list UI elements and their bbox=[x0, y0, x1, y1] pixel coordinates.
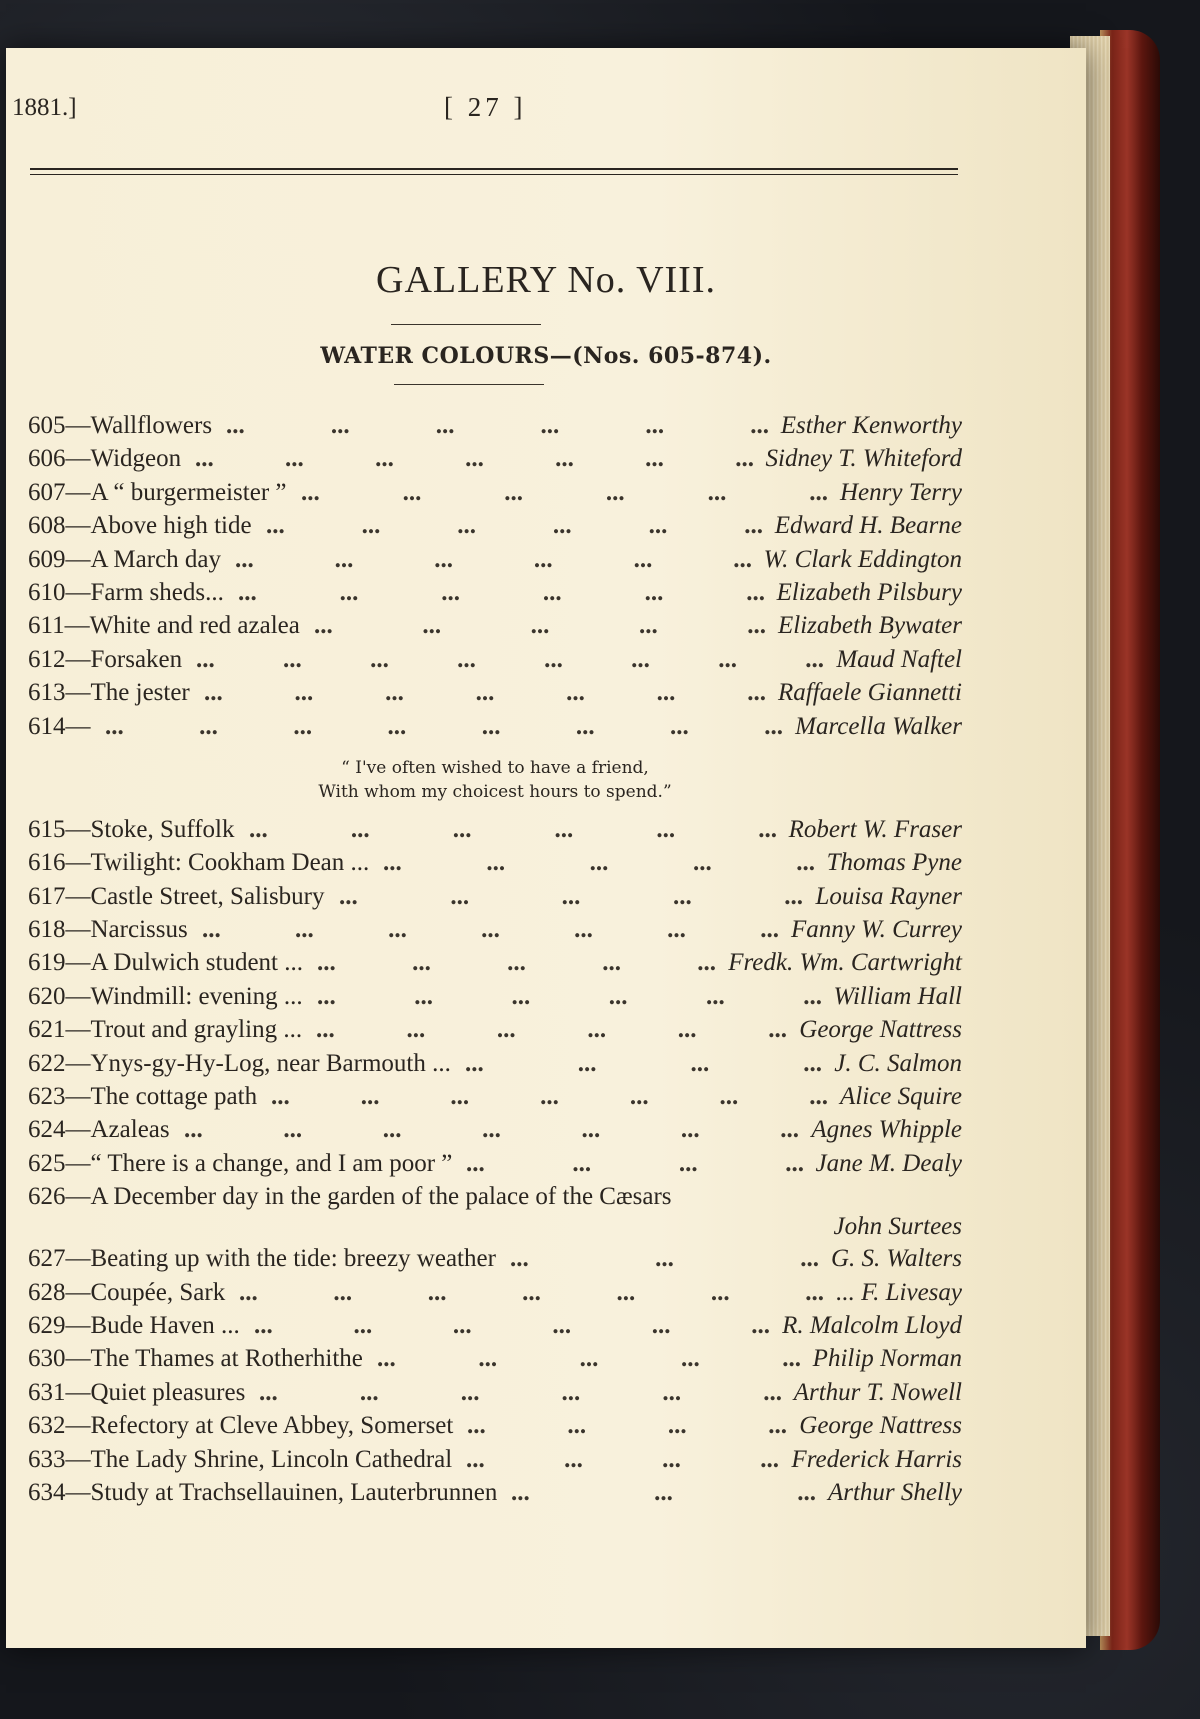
entry-artist: Jane M. Dealy bbox=[815, 1149, 962, 1177]
entry-artist: Esther Kenworthy bbox=[780, 412, 962, 439]
entry-title: 616—Twilight: Cookham Dean ... bbox=[28, 849, 370, 877]
entry-artist: ... F. Livesay bbox=[836, 1278, 962, 1306]
entry-title: 610—Farm sheds... bbox=[28, 578, 224, 606]
leader-dots: ... ... ... ... ... ... bbox=[249, 815, 777, 843]
leader-dots: ... ... ... ... ... ... ... bbox=[195, 445, 754, 473]
leader-dots: ... ... ... ... ... ... bbox=[317, 982, 822, 1010]
entry-title: 609—A March day bbox=[28, 545, 222, 573]
leader-dots: ... ... ... ... ... bbox=[317, 949, 716, 977]
gallery-title: GALLERY No. VIII. bbox=[376, 259, 716, 301]
catalogue-entry bbox=[28, 445, 962, 478]
catalogue-entry bbox=[28, 1479, 962, 1512]
entry-artist: Alice Squire bbox=[840, 1083, 962, 1111]
leader-dots: ... ... ... bbox=[511, 1478, 816, 1506]
header-rule bbox=[30, 168, 958, 175]
entry-title: 619—A Dulwich student ... bbox=[28, 949, 303, 977]
entry-artist: Frederick Harris bbox=[791, 1445, 962, 1473]
entry-artist: William Hall bbox=[833, 982, 962, 1010]
entry-title: 626—A December day in the garden of the palace of the Cæsars bbox=[28, 1183, 672, 1211]
entry-artist: George Nattress bbox=[799, 1412, 962, 1440]
leader-dots: ... ... ... ... ... bbox=[314, 612, 766, 640]
catalogue-entry bbox=[28, 1379, 962, 1412]
leader-dots: ... ... ... ... ... ... bbox=[266, 512, 763, 540]
leader-dots: ... ... ... ... ... bbox=[339, 882, 803, 910]
entry-title: 631—Quiet pleasures bbox=[28, 1378, 246, 1406]
entry-artist: Fanny W. Currey bbox=[790, 916, 962, 944]
leader-dots: ... ... ... ... ... ... bbox=[235, 545, 752, 573]
catalogue-entry bbox=[28, 512, 962, 545]
catalogue-entry bbox=[28, 546, 962, 579]
catalogue-entry bbox=[28, 816, 962, 849]
entry-artist: G. S. Walters bbox=[830, 1245, 962, 1273]
catalogue-entry bbox=[28, 579, 962, 612]
entry-artist: John Surtees bbox=[833, 1213, 962, 1241]
page-number: [ 27 ] bbox=[444, 92, 527, 122]
entry-artist: Edward H. Bearne bbox=[774, 512, 962, 540]
catalogue-entry bbox=[28, 949, 962, 982]
entry-title: 615—Stoke, Suffolk bbox=[28, 815, 235, 843]
leader-dots: ... ... ... ... ... ... ... ... bbox=[196, 645, 824, 673]
entry-artist: Arthur T. Nowell bbox=[793, 1378, 962, 1406]
quote-line: With whom my choicest hours to spend.” bbox=[318, 781, 672, 802]
entry-group-b bbox=[28, 816, 962, 1512]
leader-dots: ... ... ... ... ... ... ... bbox=[271, 1083, 828, 1111]
catalogue-entry bbox=[28, 412, 962, 445]
entry-title: 617—Castle Street, Salisbury bbox=[28, 882, 325, 910]
quote-line: “ I've often wished to have a friend, bbox=[341, 757, 649, 778]
entry-title: 613—The jester bbox=[28, 679, 190, 707]
entry-title: 620—Windmill: evening ... bbox=[28, 982, 303, 1010]
entry-artist: Thomas Pyne bbox=[826, 849, 962, 877]
entry-title: 618—Narcissus bbox=[28, 916, 188, 944]
entry-artist: Sidney T. Whiteford bbox=[765, 445, 962, 473]
catalogue-entry bbox=[28, 1312, 962, 1345]
catalogue-entry bbox=[28, 1016, 962, 1049]
leader-dots: ... ... ... ... ... ... ... bbox=[239, 1278, 824, 1306]
leader-dots: ... ... ... ... ... bbox=[377, 1345, 801, 1373]
leader-dots: ... ... ... ... ... ... ... bbox=[204, 679, 766, 707]
entry-title: 621—Trout and grayling ... bbox=[28, 1016, 303, 1044]
leader-dots: ... ... ... ... ... bbox=[383, 849, 815, 877]
leader-dots: ... ... ... ... bbox=[465, 1049, 822, 1077]
leader-dots: ... ... ... bbox=[510, 1245, 819, 1273]
entry-title: 611—White and red azalea bbox=[28, 612, 300, 640]
catalogue-entry bbox=[28, 1412, 962, 1445]
entry-group-a bbox=[28, 412, 962, 746]
catalogue-entry bbox=[28, 1279, 962, 1312]
leader-dots: ... ... ... ... bbox=[466, 1445, 779, 1473]
leader-dots: ... ... ... ... ... ... bbox=[254, 1311, 770, 1339]
entry-artist: Philip Norman bbox=[812, 1345, 962, 1373]
catalogue-entry bbox=[28, 679, 962, 712]
catalogue-entry bbox=[28, 713, 962, 746]
catalogue-entry bbox=[28, 479, 962, 512]
entry-title: 627—Beating up with the tide: breezy weather bbox=[28, 1245, 496, 1273]
section-title: WATER COLOURS—(Nos. 605-874). bbox=[320, 343, 772, 369]
catalogue-entry bbox=[28, 612, 962, 645]
entry-artist: Marcella Walker bbox=[795, 712, 962, 740]
entry-artist: J. C. Salmon bbox=[834, 1049, 962, 1077]
leader-dots: ... ... ... ... ... ... bbox=[301, 478, 828, 506]
leader-dots: ... ... ... ... bbox=[467, 1412, 787, 1440]
catalogue-entry bbox=[28, 1116, 962, 1149]
entry-title: 624—Azaleas bbox=[28, 1116, 170, 1144]
entry-title: 612—Forsaken bbox=[28, 645, 183, 673]
entry-list bbox=[28, 412, 962, 1512]
entry-artist: Maud Naftel bbox=[836, 645, 962, 673]
entry-title: 623—The cottage path bbox=[28, 1083, 258, 1111]
entry-artist: R. Malcolm Lloyd bbox=[782, 1311, 962, 1339]
catalogue-entry bbox=[28, 646, 962, 679]
title-divider bbox=[391, 324, 541, 325]
leader-dots: ... ... ... ... ... ... ... bbox=[202, 916, 779, 944]
entry-title: 632—Refectory at Cleve Abbey, Somerset bbox=[28, 1412, 454, 1440]
entry-artist: George Nattress bbox=[799, 1016, 962, 1044]
catalogue-entry bbox=[28, 1050, 962, 1083]
catalogue-entry bbox=[28, 1083, 962, 1116]
entry-title: 606—Widgeon bbox=[28, 445, 182, 473]
catalogue-entry bbox=[28, 1446, 962, 1479]
catalogue-entry bbox=[28, 916, 962, 949]
leader-dots: ... ... ... ... ... ... bbox=[238, 578, 765, 606]
entry-title: 625—“ There is a change, and I am poor ” bbox=[28, 1149, 453, 1177]
catalogue-entry bbox=[28, 1150, 962, 1183]
entry-title: 622—Ynys-gy-Hy-Log, near Barmouth ... bbox=[28, 1049, 451, 1077]
catalogue-entry bbox=[28, 1345, 962, 1378]
catalogue-entry bbox=[28, 883, 962, 916]
section-divider bbox=[394, 384, 544, 385]
entry-title: 608—Above high tide bbox=[28, 512, 252, 540]
entry-artist: W. Clark Eddington bbox=[763, 545, 962, 573]
entry-title: 607—A “ burgermeister ” bbox=[28, 478, 287, 506]
entry-artist: Louisa Rayner bbox=[815, 882, 962, 910]
entry-artist: Arthur Shelly bbox=[827, 1478, 962, 1506]
entry-artist: Fredk. Wm. Cartwright bbox=[728, 949, 962, 977]
leader-dots: ... ... ... ... ... ... ... bbox=[184, 1116, 799, 1144]
entry-artist: Henry Terry bbox=[840, 478, 962, 506]
entry-artist: Elizabeth Bywater bbox=[778, 612, 962, 640]
entry-title: 605—Wallflowers bbox=[28, 412, 213, 439]
catalogue-page bbox=[6, 48, 1086, 1648]
entry-artist: Elizabeth Pilsbury bbox=[776, 578, 962, 606]
catalogue-entry bbox=[28, 849, 962, 882]
leader-dots: ... ... ... ... ... ... bbox=[259, 1378, 782, 1406]
entry-title: 614— bbox=[28, 712, 91, 740]
catalogue-entry bbox=[28, 1183, 962, 1245]
entry-title: 634—Study at Trachsellauinen, Lauterbrunnen bbox=[28, 1478, 498, 1506]
entry-artist: Agnes Whipple bbox=[811, 1116, 962, 1144]
catalogue-entry bbox=[28, 1245, 962, 1278]
entry-title: 633—The Lady Shrine, Lincoln Cathedral bbox=[28, 1445, 453, 1473]
running-head-year: 1881.] bbox=[12, 94, 77, 121]
quote-block bbox=[28, 746, 962, 816]
catalogue-entry bbox=[28, 983, 962, 1016]
entry-artist: Raffaele Giannetti bbox=[778, 679, 962, 707]
entry-title: 628—Coupée, Sark bbox=[28, 1278, 226, 1306]
leader-dots: ... ... ... ... ... ... ... ... bbox=[105, 712, 783, 740]
leader-dots: ... ... ... ... ... ... bbox=[226, 412, 769, 439]
leader-dots: ... ... ... ... bbox=[466, 1149, 804, 1177]
entry-title: 630—The Thames at Rotherhithe bbox=[28, 1345, 363, 1373]
entry-title: 629—Bude Haven ... bbox=[28, 1311, 240, 1339]
leader-dots: ... ... ... ... ... ... bbox=[316, 1016, 787, 1044]
entry-artist: Robert W. Fraser bbox=[788, 815, 962, 843]
